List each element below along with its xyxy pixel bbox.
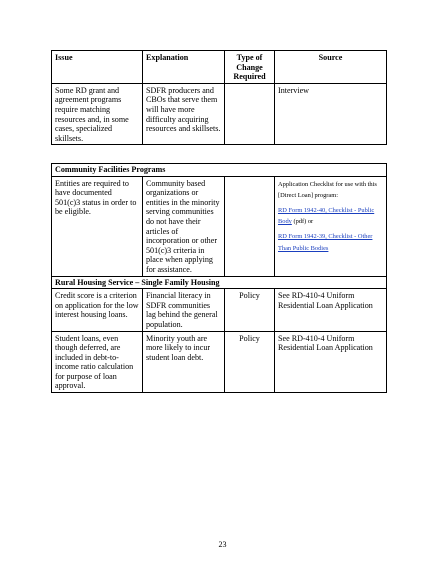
header-type-of-change: Type of Change Required (225, 51, 275, 84)
link-suffix: (pdf) or (291, 218, 314, 226)
source-intro: Application Checklist for use with this [Direct Loan] program: (278, 180, 377, 199)
section-row-rural-housing (52, 276, 387, 289)
explanation-cell: Minority youth are more likely to incur student loan debt. (143, 331, 225, 393)
header-issue: Issue (52, 51, 143, 84)
table-row (52, 83, 387, 145)
source-link-group (278, 205, 383, 227)
type-cell: Policy (225, 289, 275, 331)
source-cell (275, 176, 387, 276)
table-row (52, 289, 387, 331)
page-number: 23 (218, 540, 227, 549)
explanation-cell: Community based organizations or entities in the minority serving communities do not have their articles of incorporation or other 501(c)3 criteria in place when applying for assistance. (143, 176, 225, 276)
explanation-cell: SDFR producers and CBOs that serve them will have more difficulty acquiring resources and skillsets. (143, 83, 225, 145)
issue-cell: Entities are required to have documented 501(c)3 status in order to be eligible. (52, 176, 143, 276)
issue-cell: Student loans, even though deferred, are included in debt-to-income ratio calculation for purpose of loan approval. (52, 331, 143, 393)
type-cell: Policy (225, 331, 275, 393)
issues-table-programs (51, 163, 387, 393)
section-row-community-facilities (52, 164, 387, 177)
source-cell: See RD-410-4 Uniform Residential Loan Application (275, 289, 387, 331)
section-title: Community Facilities Programs (52, 164, 387, 177)
explanation-cell: Financial literacy in SDFR communities lag behind the general population. (143, 289, 225, 331)
source-cell: Interview (275, 83, 387, 145)
source-link-group (278, 231, 383, 253)
header-row (52, 51, 387, 84)
table-row (52, 331, 387, 393)
issue-cell: Credit score is a criterion on application for the low interest housing loans. (52, 289, 143, 331)
type-cell (225, 83, 275, 145)
rd-form-1942-39-link[interactable]: RD Form 1942-39, Checklist - Other Than Public Bodies (278, 233, 373, 252)
section-title: Rural Housing Service – Single Family Housing (52, 276, 387, 289)
source-cell: See RD-410-4 Uniform Residential Loan Application (275, 331, 387, 393)
header-explanation: Explanation (143, 51, 225, 84)
type-cell (225, 176, 275, 276)
header-source: Source (275, 51, 387, 84)
issue-cell: Some RD grant and agreement programs require matching resources and, in some cases, specialized skillsets. (52, 83, 143, 145)
issues-table-top (51, 50, 387, 145)
table-row (52, 176, 387, 276)
rd-form-1942-40-link[interactable]: RD Form 1942-40, Checklist - Public Body (278, 207, 375, 226)
